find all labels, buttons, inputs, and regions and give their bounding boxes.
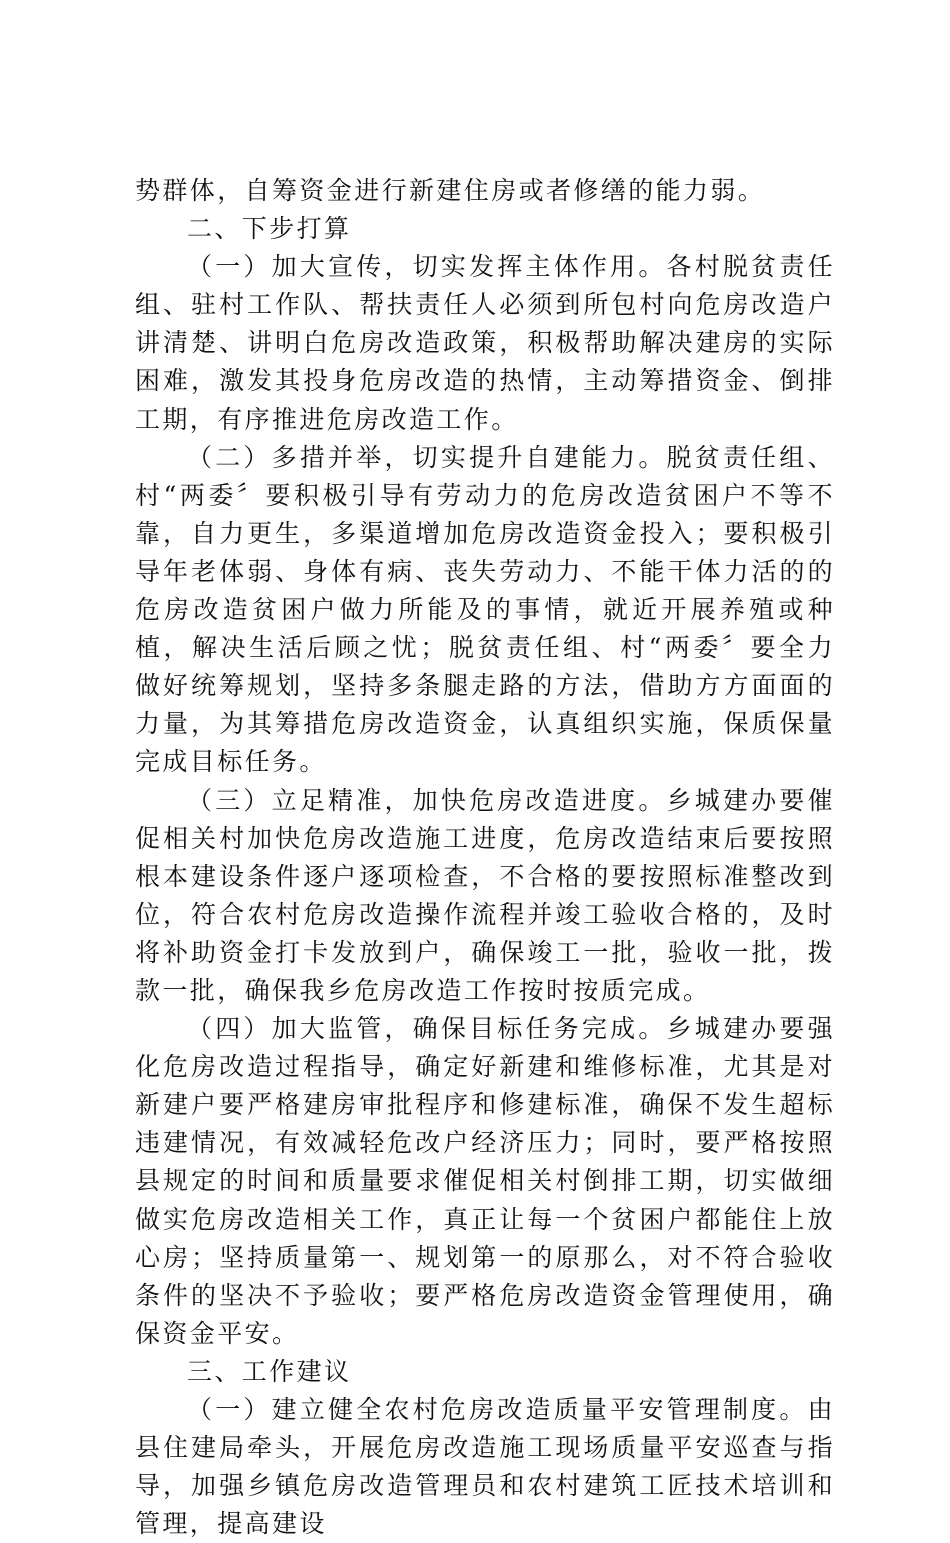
paragraph-next-steps-2: （二）多措并举，切实提升自建能力。脱贫责任组、村“两委〞要积极引导有劳动力的危房改造贫困户不等不靠，自力更生，多渠道增加危房改造资金投入；要积极引导年老体弱、身体有病、丧失劳动力、不能干体力活的的危房改造贫困户做力所能及的事情，就近开展养殖或种植，解决生活后顾之忧；脱贫责任组、村“两委〞要全力做好统筹规划，坚持多条腿走路的方法，借助方方面面的力量，为其筹措危房改造资金，认真组织实施，保质保量完成目标任务。 bbox=[135, 442, 835, 777]
paragraph-next-steps-1: （一）加大宣传，切实发挥主体作用。各村脱贫责任组、驻村工作队、帮扶责任人必须到所包村向危房改造户讲清楚、讲明白危房改造政策，积极帮助解决建房的实际困难，激发其投身危房改造的热情，主动筹措资金、倒排工期，有序推进危房改造工作。 bbox=[135, 252, 835, 434]
section-heading-work-suggestions: 三、工作建议 bbox=[187, 1356, 352, 1386]
paragraph-next-steps-4: （四）加大监管，确保目标任务完成。乡城建办要强化危房改造过程指导，确定好新建和维修标准，尤其是对新建户要严格建房审批程序和修建标准，确保不发生超标违建情况，有效减轻危改户经济压力；同时，要严格按照县规定的时间和质量要求催促相关村倒排工期，切实做细做实危房改造相关工作，真正让每一个贫困户都能住上放心房；坚持质量第一、规划第一的原那么，对不符合验收条件的坚决不予验收；要严格危房改造资金管理使用，确保资金平安。 bbox=[135, 1014, 835, 1348]
document-body bbox=[135, 172, 835, 1543]
section-heading-next-steps: 二、下步打算 bbox=[187, 214, 352, 244]
paragraph-work-suggestions-1: （一）建立健全农村危房改造质量平安管理制度。由县住建局牵头，开展危房改造施工现场质量平安巡查与指导，加强乡镇危房改造管理员和农村建筑工匠技术培训和管理，提高建设 bbox=[135, 1395, 835, 1539]
paragraph-next-steps-3: （三）立足精准，加快危房改造进度。乡城建办要催促相关村加快危房改造施工进度，危房改造结束后要按照根本建设条件逐户逐项检查，不合格的要按照标准整改到位，符合农村危房改造操作流程并竣工验收合格的，及时将补助资金打卡发放到户，确保竣工一批，验收一批，拨款一批，确保我乡危房改造工作按时按质完成。 bbox=[135, 785, 835, 1005]
paragraph-intro-continuation: 势群体，自筹资金进行新建住房或者修缮的能力弱。 bbox=[135, 176, 766, 205]
